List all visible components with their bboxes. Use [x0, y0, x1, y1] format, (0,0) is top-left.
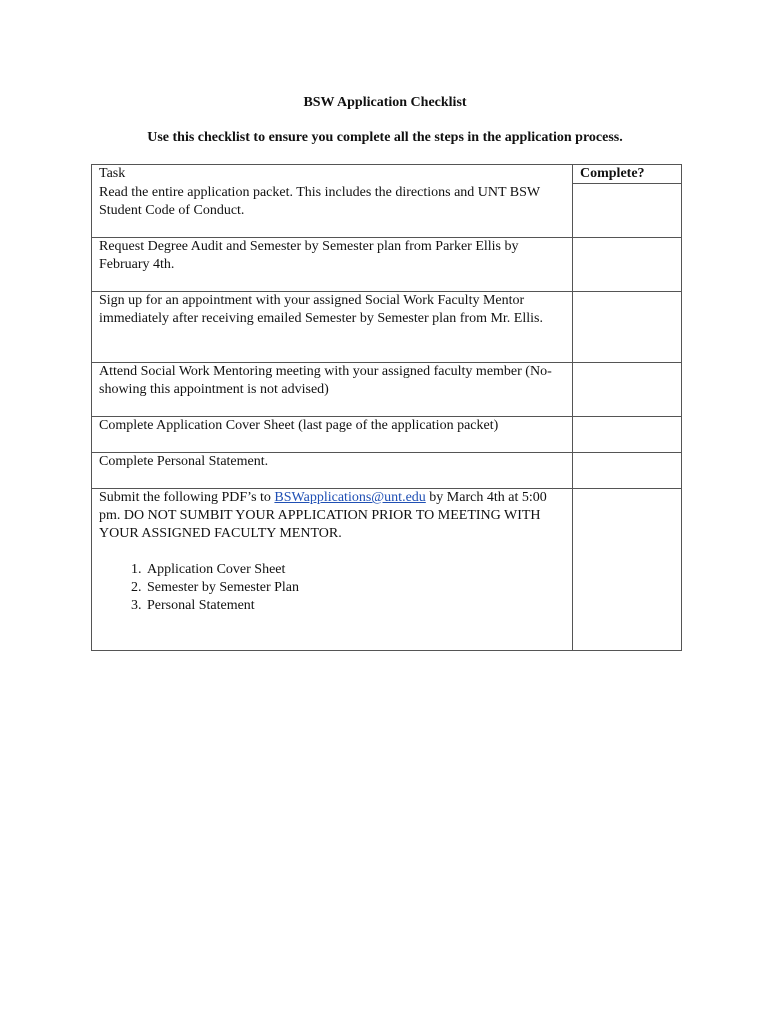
task-cell: Attend Social Work Mentoring meeting with your assigned faculty member (No-showing this appointment is not advised) [92, 363, 573, 417]
task-cell: Read the entire application packet. This includes the directions and UNT BSW Student Code of Conduct. [92, 184, 573, 238]
task-cell [92, 489, 573, 651]
email-link[interactable]: BSWapplications@unt.edu [274, 490, 426, 505]
list-item: 3. Personal Statement [145, 597, 565, 615]
submit-text-suffix: by March 4th at 5:00 pm. DO NOT SUMBIT YOUR APPLICATION PRIOR TO MEETING WITH YOUR ASSIGNED FACULTY MENTOR. [99, 490, 547, 541]
table-row [92, 363, 682, 417]
list-item: 2. Semester by Semester Plan [145, 579, 565, 597]
required-files-list [99, 561, 565, 615]
document-subtitle: Use this checklist to ensure you complete all the steps in the application process. [147, 130, 623, 145]
table-row [92, 489, 682, 651]
table-row [92, 238, 682, 292]
task-column-header: Task [92, 165, 573, 184]
complete-cell[interactable] [573, 417, 682, 453]
complete-cell[interactable] [573, 489, 682, 651]
table-row [92, 292, 682, 363]
list-item: 1. Application Cover Sheet [145, 561, 565, 579]
table-row [92, 417, 682, 453]
complete-cell[interactable] [573, 453, 682, 489]
complete-cell[interactable] [573, 292, 682, 363]
complete-cell[interactable] [573, 184, 682, 238]
complete-cell[interactable] [573, 238, 682, 292]
complete-cell[interactable] [573, 363, 682, 417]
complete-column-header: Complete? [573, 165, 682, 184]
checklist-table [91, 164, 682, 651]
table-header-row [92, 165, 682, 184]
table-row [92, 184, 682, 238]
task-cell: Request Degree Audit and Semester by Semester plan from Parker Ellis by February 4th. [92, 238, 573, 292]
task-cell: Sign up for an appointment with your assigned Social Work Faculty Mentor immediately after receiving emailed Semester by Semester plan from Mr. Ellis. [92, 292, 573, 363]
document-title: BSW Application Checklist [303, 95, 467, 110]
task-cell: Complete Personal Statement. [92, 453, 573, 489]
task-cell: Complete Application Cover Sheet (last page of the application packet) [92, 417, 573, 453]
submit-text-prefix: Submit the following PDF’s to [99, 490, 275, 505]
table-row [92, 453, 682, 489]
